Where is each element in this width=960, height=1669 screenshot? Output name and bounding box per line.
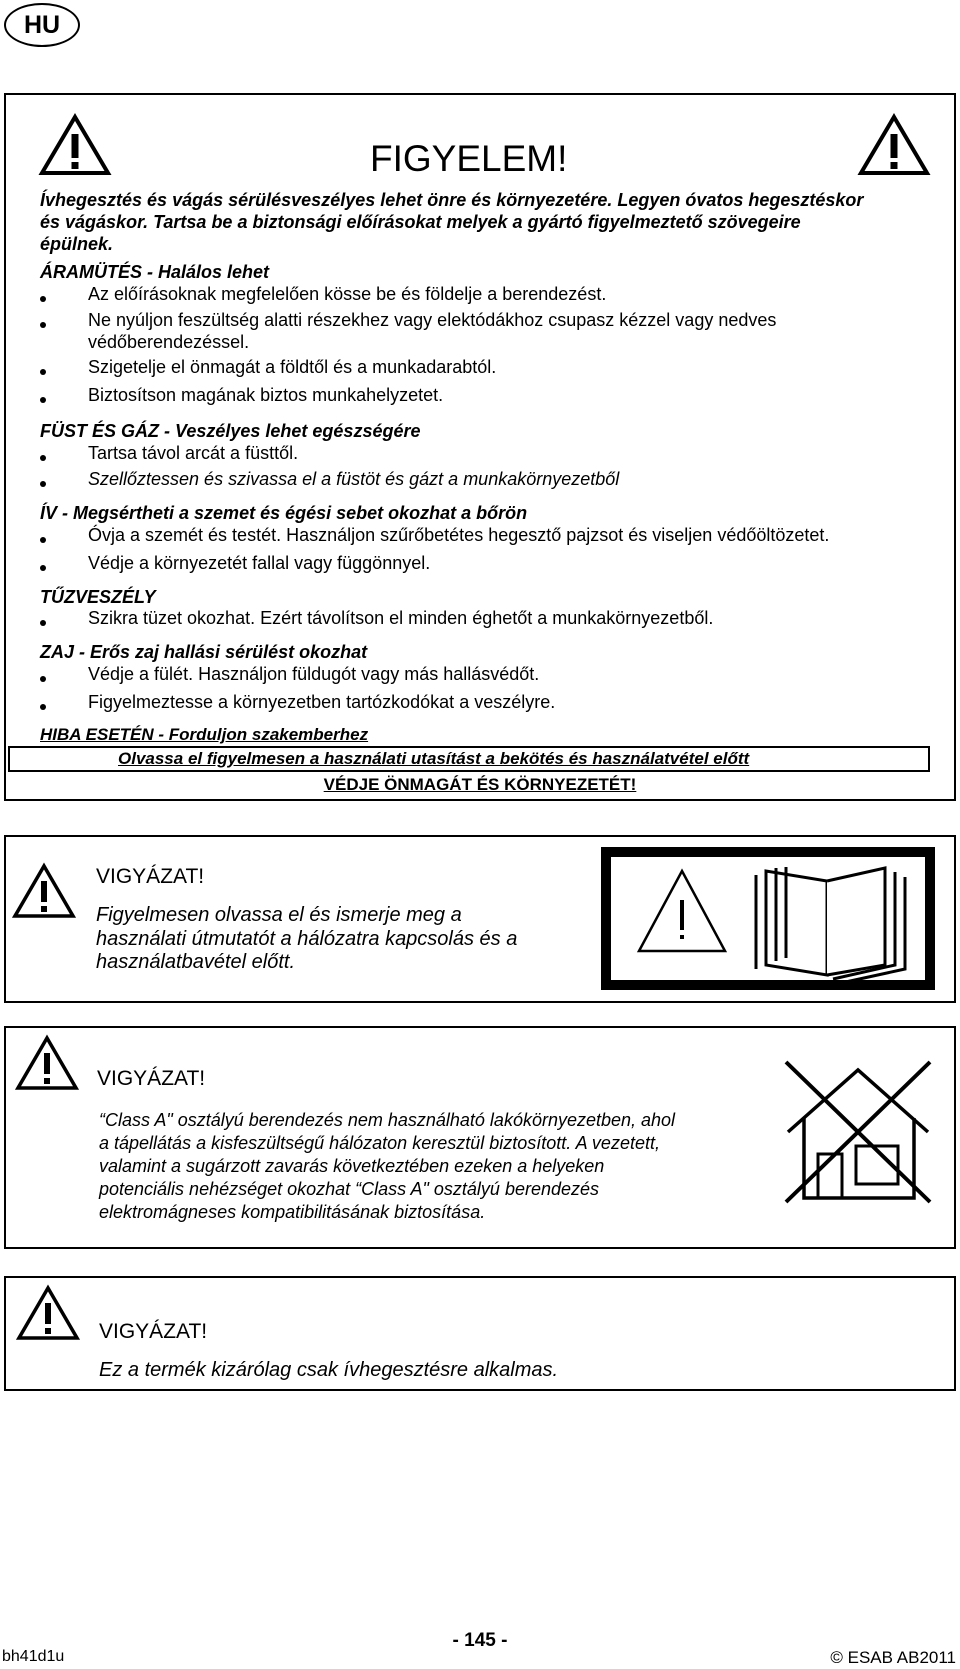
list-item: Biztosítson magának biztos munkahelyzetet. xyxy=(88,385,444,405)
no-residential-icon xyxy=(782,1058,934,1206)
copyright: © ESAB AB2011 xyxy=(830,1648,956,1667)
main-warning-title: FIGYELEM! xyxy=(370,138,568,179)
bullet xyxy=(40,397,46,403)
caution-title: VIGYÁZAT! xyxy=(97,1067,206,1090)
bullet xyxy=(40,455,46,461)
intro-line-2: és vágáskor. Tartsa be a biztonsági előírásokat melyek a gyártó figyelmeztető szövegeire xyxy=(40,212,801,232)
language-badge xyxy=(4,3,80,47)
list-item: Ne nyúljon feszültség alatti részekhez vagy elektódákhoz csupasz kézzel vagy nedves xyxy=(88,310,777,330)
fault-heading: HIBA ESETÉN - Forduljon szakemberhez xyxy=(40,725,369,744)
bullet xyxy=(40,296,46,302)
caution-text-line: valamint a sugárzott zavarás következtében ezeken a helyeken xyxy=(99,1156,605,1176)
list-item: Óvja a szemét és testét. Használjon szűrőbetétes hegesztő pajzsot és viseljen védőöltözetet. xyxy=(88,525,830,545)
list-item: Védje a környezetét fallal vagy függönnyel. xyxy=(88,553,431,573)
caution-title: VIGYÁZAT! xyxy=(96,865,205,888)
warning-triangle-icon xyxy=(857,112,931,178)
caution-title: VIGYÁZAT! xyxy=(99,1320,208,1343)
list-item: Figyelmeztesse a környezetben tartózkodókat a veszélyre. xyxy=(88,692,556,712)
caution-text-line: elektromágneses kompatibilitásának biztosítása. xyxy=(99,1202,486,1222)
warning-triangle-icon xyxy=(16,1284,80,1342)
warning-triangle-icon xyxy=(38,112,112,178)
list-item: Szikra tüzet okozhat. Ezért távolítson el minden éghetőt a munkakörnyezetből. xyxy=(88,608,714,628)
language-code: HU xyxy=(23,10,61,39)
bullet xyxy=(40,676,46,682)
intro-line-1: Ívhegesztés és vágás sérülésveszélyes lehet önre és környezetére. Legyen óvatos hegesztéskor xyxy=(40,190,864,210)
bullet xyxy=(40,620,46,626)
caution-text-line: használati útmutatót a hálózatra kapcsolás és a xyxy=(96,928,518,950)
page-number: - 145 - xyxy=(452,1630,508,1651)
list-item: Az előírásoknak megfelelően kösse be és földelje a berendezést. xyxy=(88,284,607,304)
list-item: Védje a fülét. Használjon füldugót vagy más hallásvédőt. xyxy=(88,664,540,684)
fire-hazard-heading: TŰZVESZÉLY xyxy=(40,587,156,607)
bullet xyxy=(40,481,46,487)
list-item: Szellőztessen és szivassa el a füstöt és gázt a munkakörnyezetből xyxy=(88,469,620,489)
bullet xyxy=(40,565,46,571)
caution-text-line: Figyelmesen olvassa el és ismerje meg a xyxy=(96,904,462,926)
caution-text-line: a tápellátás a kisfeszültségű hálózaton keresztül biztosított. A vezetett, xyxy=(99,1133,660,1153)
caution-text-line: Ez a termék kizárólag csak ívhegesztésre alkalmas. xyxy=(99,1359,559,1381)
warning-triangle-icon xyxy=(12,862,76,920)
caution-text-line: potenciális nehézséget okozhat “Class A" osztályú berendezés xyxy=(99,1179,600,1199)
electric-shock-heading: ÁRAMÜTÉS - Halálos lehet xyxy=(40,262,270,282)
caution-text-line: használatbavétel előtt. xyxy=(96,951,296,973)
intro-line-3: épülnek. xyxy=(40,234,114,254)
caution-text-line: “Class A" osztályú berendezés nem használható lakókörnyezetben, ahol xyxy=(99,1110,676,1130)
bullet xyxy=(40,704,46,710)
noise-heading: ZAJ - Erős zaj hallási sérülést okozhat xyxy=(40,642,368,662)
document-code: bh41d1u xyxy=(2,1648,65,1665)
bullet xyxy=(40,369,46,375)
protect-text: VÉDJE ÖNMAGÁT ÉS KÖRNYEZETÉT! xyxy=(323,775,637,794)
list-item: Tartsa távol arcát a füsttől. xyxy=(88,443,299,463)
read-manual-text: Olvassa el figyelmesen a használati utasítást a bekötés és használatvétel előtt xyxy=(118,749,750,768)
list-item-continuation: védőberendezéssel. xyxy=(88,332,250,352)
list-item: Szigetelje el önmagát a földtől és a munkadarabtól. xyxy=(88,357,497,377)
bullet xyxy=(40,537,46,543)
bullet xyxy=(40,322,46,328)
warning-triangle-icon xyxy=(15,1034,79,1092)
read-manual-pictogram xyxy=(601,847,935,990)
arc-heading: ÍV - Megsértheti a szemet és égési sebet okozhat a bőrön xyxy=(40,503,528,523)
smoke-gas-heading: FÜST ÉS GÁZ - Veszélyes lehet egészségére xyxy=(40,421,421,441)
